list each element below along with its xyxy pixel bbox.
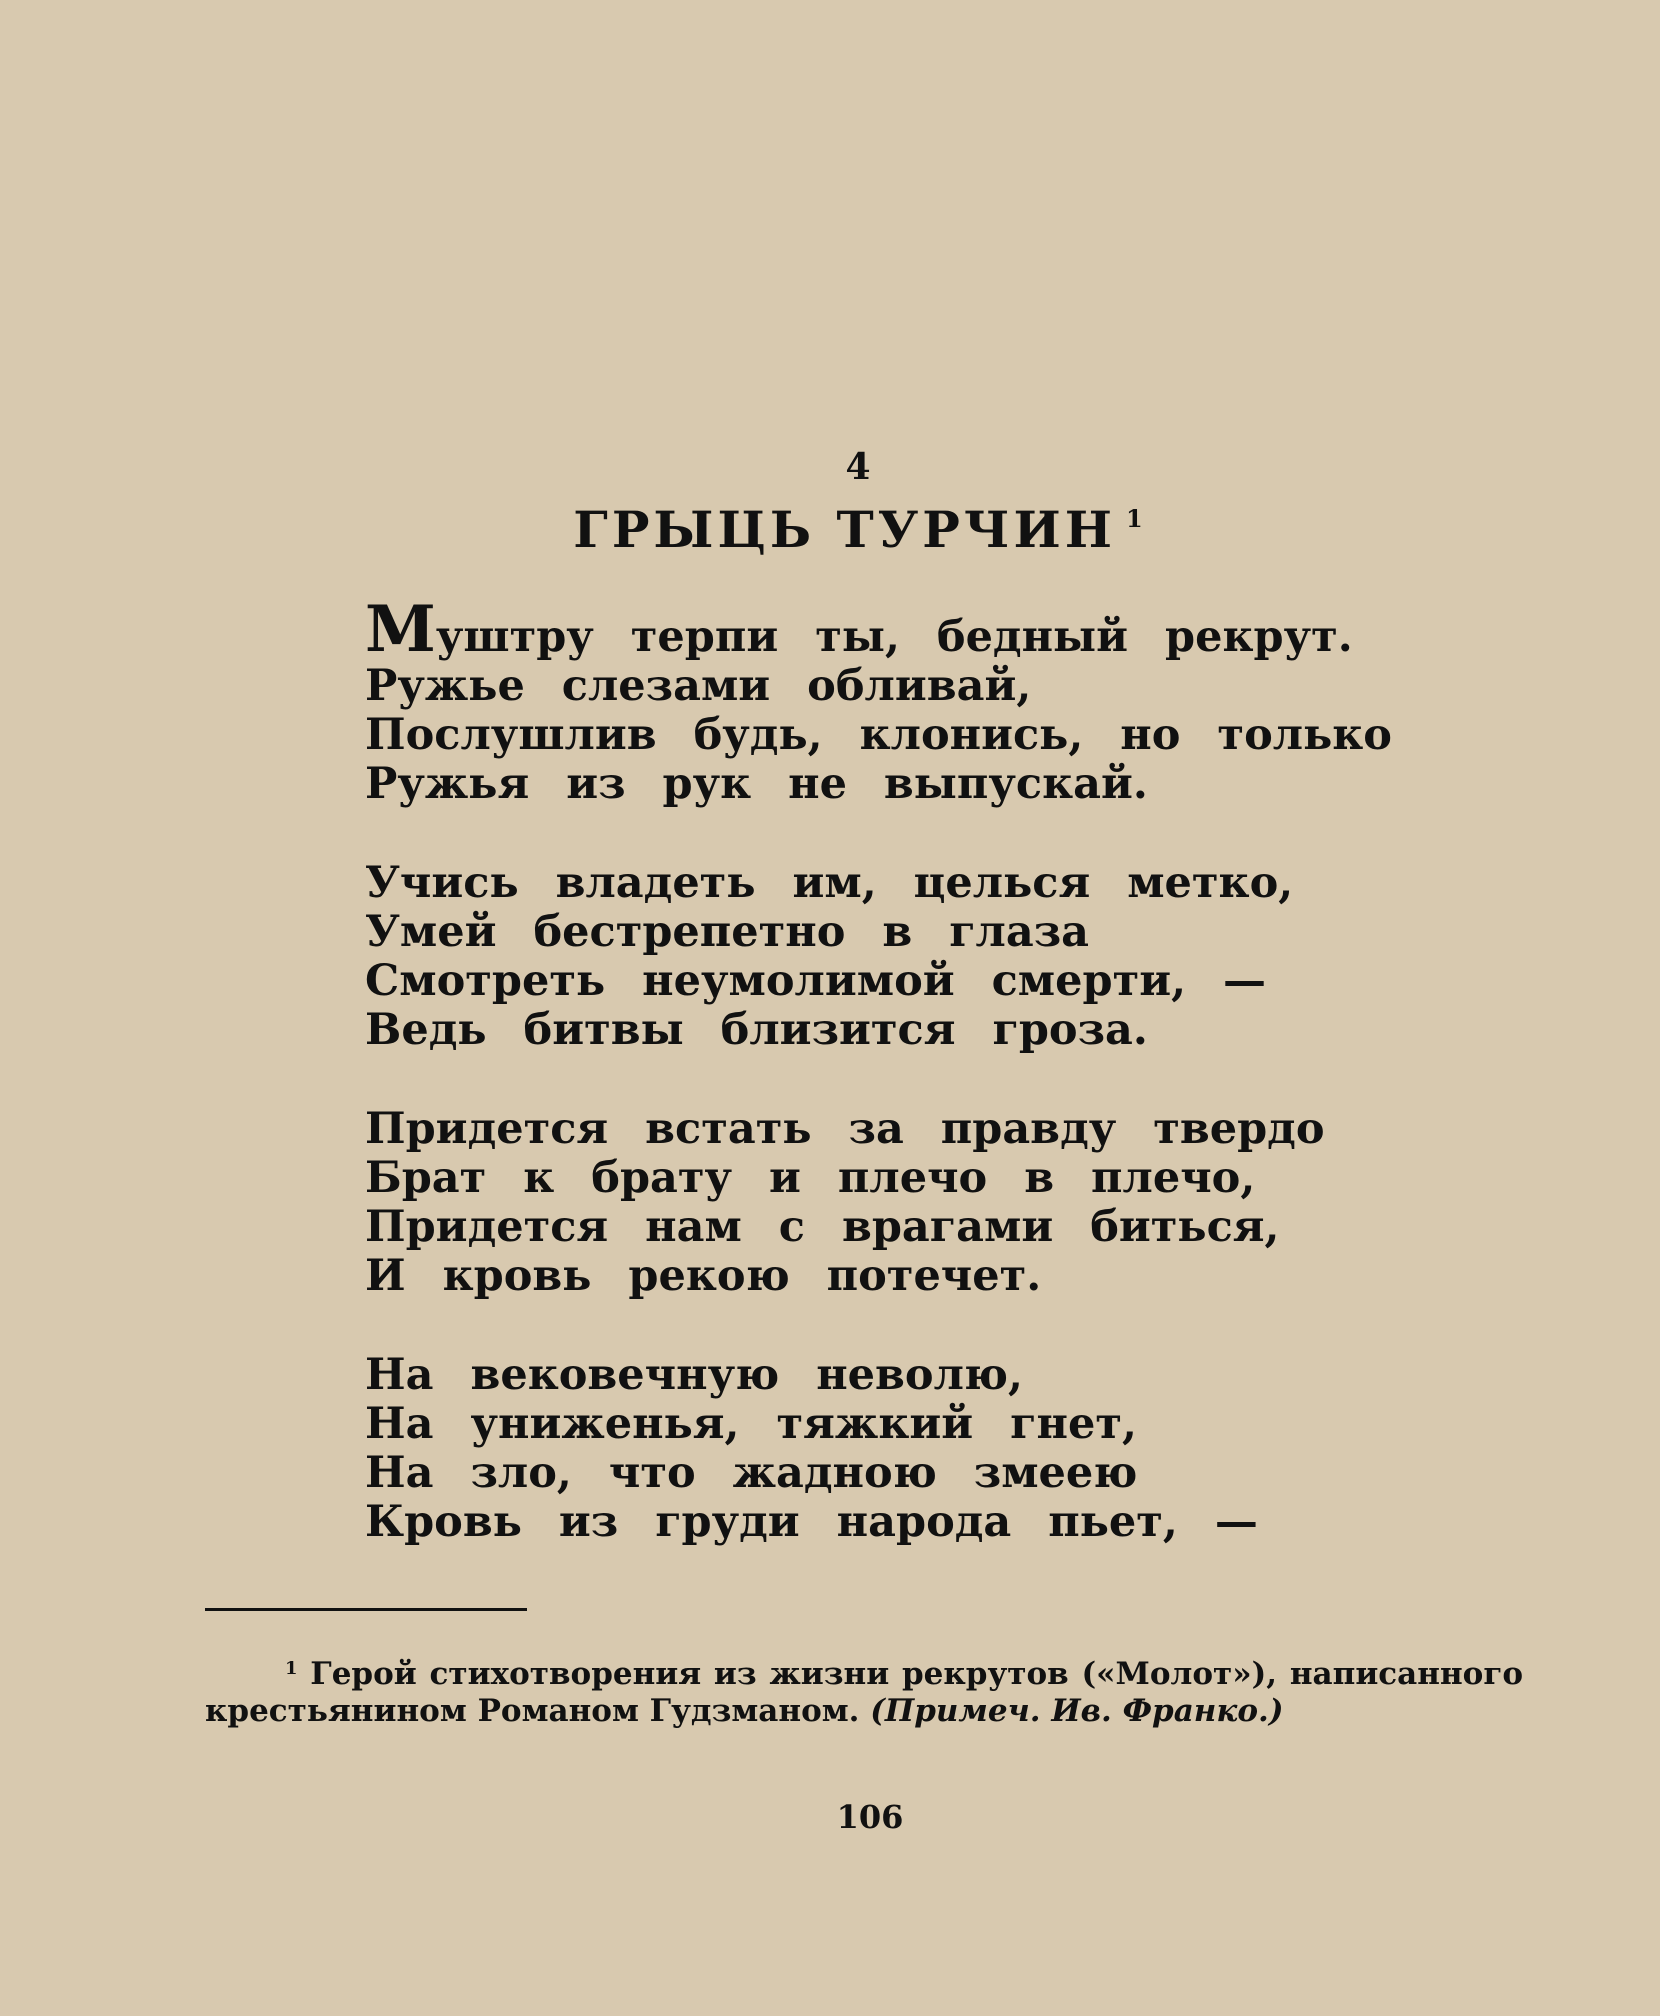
stanza-3 (365, 1105, 1395, 1301)
poem-line: Смотреть неумолимой смерти, — (365, 956, 1267, 1006)
poem-line: Придется нам с врагами биться, (365, 1202, 1280, 1252)
stanza-2 (365, 859, 1395, 1055)
poem-line: Ведь битвы близится гроза. (365, 1005, 1148, 1055)
poem-number: 4 (845, 446, 871, 488)
poem-line: Брат к брату и плечо в плечо, (365, 1153, 1256, 1203)
footnote (205, 1650, 1523, 1730)
footnote-mark: 1 (285, 1658, 298, 1679)
poem-line: На зло, что жадною змеею (365, 1448, 1138, 1498)
footnote-divider (205, 1608, 527, 1611)
poem-line: Послушлив будь, клонись, но только (365, 710, 1392, 760)
stanza-1 (365, 592, 1395, 809)
poem-line: И кровь рекою потечет. (365, 1251, 1042, 1301)
title-footnote-mark: 1 (1126, 504, 1143, 533)
poem-line: На вековечную неволю, (365, 1350, 1023, 1400)
poem-line-text: уштру терпи ты, бедный рекрут. (435, 612, 1353, 662)
poem-title-text: ГРЫЦЬ ТУРЧИН (573, 500, 1116, 559)
poem-line: Умей бестрепетно в глаза (365, 907, 1090, 957)
footnote-editor-note: (Примеч. Ив. Франко.) (870, 1693, 1284, 1729)
poem-line: Учись владеть им, целься метко, (365, 858, 1294, 908)
poem-title (0, 500, 1660, 559)
poem-line: Кровь из груди народа пьет, — (365, 1497, 1258, 1547)
poem-line (365, 592, 1395, 667)
poem-line: Ружье слезами обливай, (365, 661, 1032, 711)
drop-initial: М (365, 592, 436, 667)
footnote-text: Герой стихотворения из жизни рекрутов («Молот»), написанного крестьянином Романом Гудзманом. (205, 1656, 1523, 1729)
stanza-4 (365, 1351, 1395, 1547)
poem-line: На униженья, тяжкий гнет, (365, 1399, 1137, 1449)
poem-line: Придется встать за правду твердо (365, 1104, 1325, 1154)
poem-line: Ружья из рук не выпускай. (365, 759, 1148, 809)
poem-body (365, 592, 1395, 1597)
page-number: 106 (836, 1798, 904, 1836)
